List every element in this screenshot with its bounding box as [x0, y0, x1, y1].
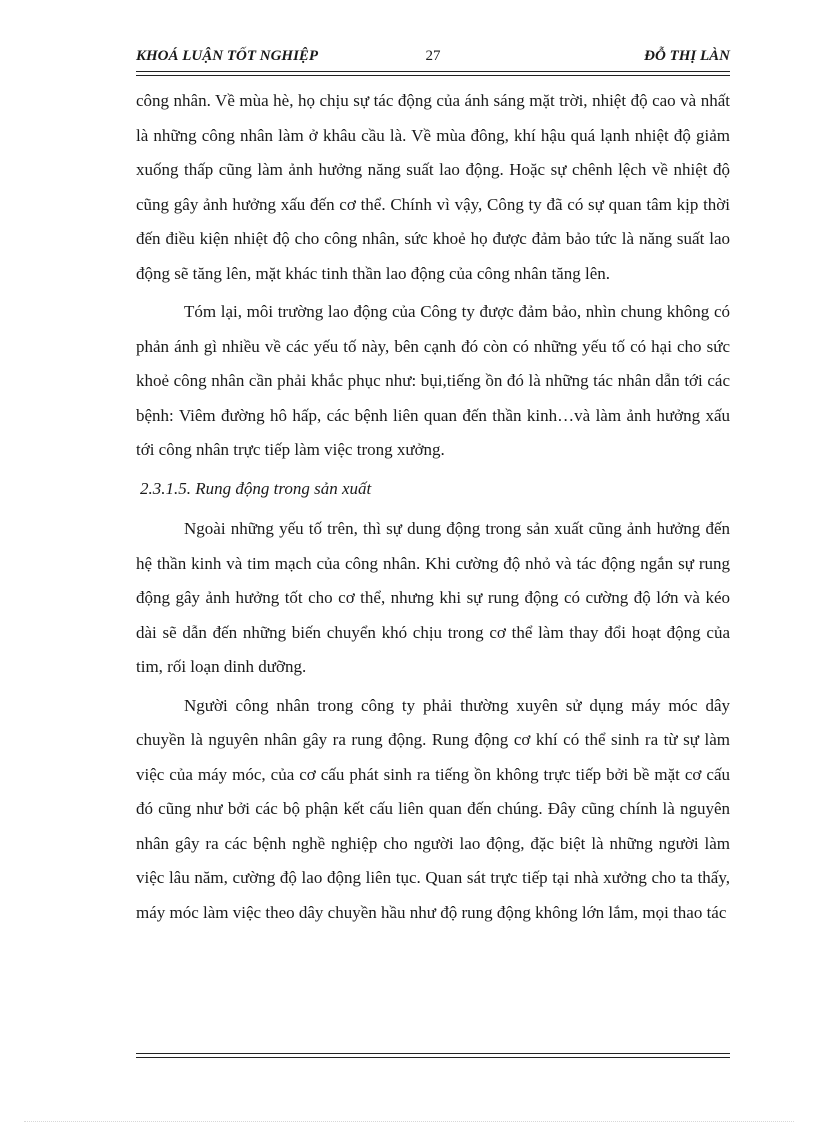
section-heading: 2.3.1.5. Rung động trong sản xuất — [140, 478, 372, 498]
header-double-rule — [136, 71, 730, 76]
paragraph-1: công nhân. Về mùa hè, họ chịu sự tác động của ánh sáng mặt trời, nhiệt độ cao và nhất là những công nhân làm ở khâu cầu là. Về mùa đông, khí hậu quá lạnh nhiệt độ giảm xuống thấp cũng làm ảnh hưởng năng suất lao động. Hoặc sự chênh lệch về nhiệt độ cũng gây ảnh hưởng xấu đến cơ thể. Chính vì vậy, Công ty đã có sự quan tâm kịp thời đến điều kiện nhiệt độ cho công nhân, sức khoẻ họ được đảm bảo tức là năng suất lao động sẽ tăng lên, mặt khác tinh thần lao động của công nhân tăng lên. — [136, 91, 730, 283]
page-body — [136, 84, 730, 934]
page-edge-dotted-line — [24, 1121, 794, 1122]
paragraph-4: Người công nhân trong công ty phải thường xuyên sử dụng máy móc dây chuyền là nguyên nhân gây ra rung động. Rung động cơ khí có thể sinh ra từ sự làm việc của máy móc, của cơ cấu phát sinh ra tiếng ồn không trực tiếp bởi bề mặt cơ cấu đó cũng như bởi các bộ phận kết cấu liên quan đến chúng. Đây cũng chính là nguyên nhân gây ra các bệnh nghề nghiệp cho người lao động, đặc biệt là những người làm việc lâu năm, cường độ lao động liên tục. Quan sát trực tiếp tại nhà xưởng cho ta thấy, máy móc làm việc theo dây chuyền hầu như độ rung động không lớn lắm, mọi thao tác — [136, 695, 730, 922]
paragraph-2: Tóm lại, môi trường lao động của Công ty được đảm bảo, nhìn chung không có phản ánh gì nhiều về các yếu tố này, bên cạnh đó còn có những yếu tố có hại cho sức khoẻ công nhân cần phải khắc phục như: bụi,tiếng ồn đó là những tác nhân dẫn tới các bệnh: Viêm đường hô hấp, các bệnh liên quan đến thần kinh…và làm ảnh hưởng xấu tới công nhân trực tiếp làm việc trong xưởng. — [136, 302, 730, 459]
header-author-name: ĐỖ THỊ LÀN — [644, 48, 730, 64]
paragraph-3: Ngoài những yếu tố trên, thì sự dung động trong sản xuất cũng ảnh hưởng đến hệ thần kinh và tim mạch của công nhân. Khi cường độ nhỏ và tác động ngắn sự rung động gây ảnh hưởng tốt cho cơ thể, nhưng khi sự rung động có cường độ lớn và kéo dài sẽ dẫn đến những biến chuyển khó chịu trong cơ thể làm thay đổi hoạt động của tim, rối loạn dinh dưỡng. — [136, 519, 730, 676]
footer-double-rule — [136, 1053, 730, 1058]
header-thesis-title: KHOÁ LUẬN TỐT NGHIỆP — [136, 48, 319, 64]
header-page-number: 27 — [425, 48, 441, 64]
page-header — [136, 48, 730, 70]
